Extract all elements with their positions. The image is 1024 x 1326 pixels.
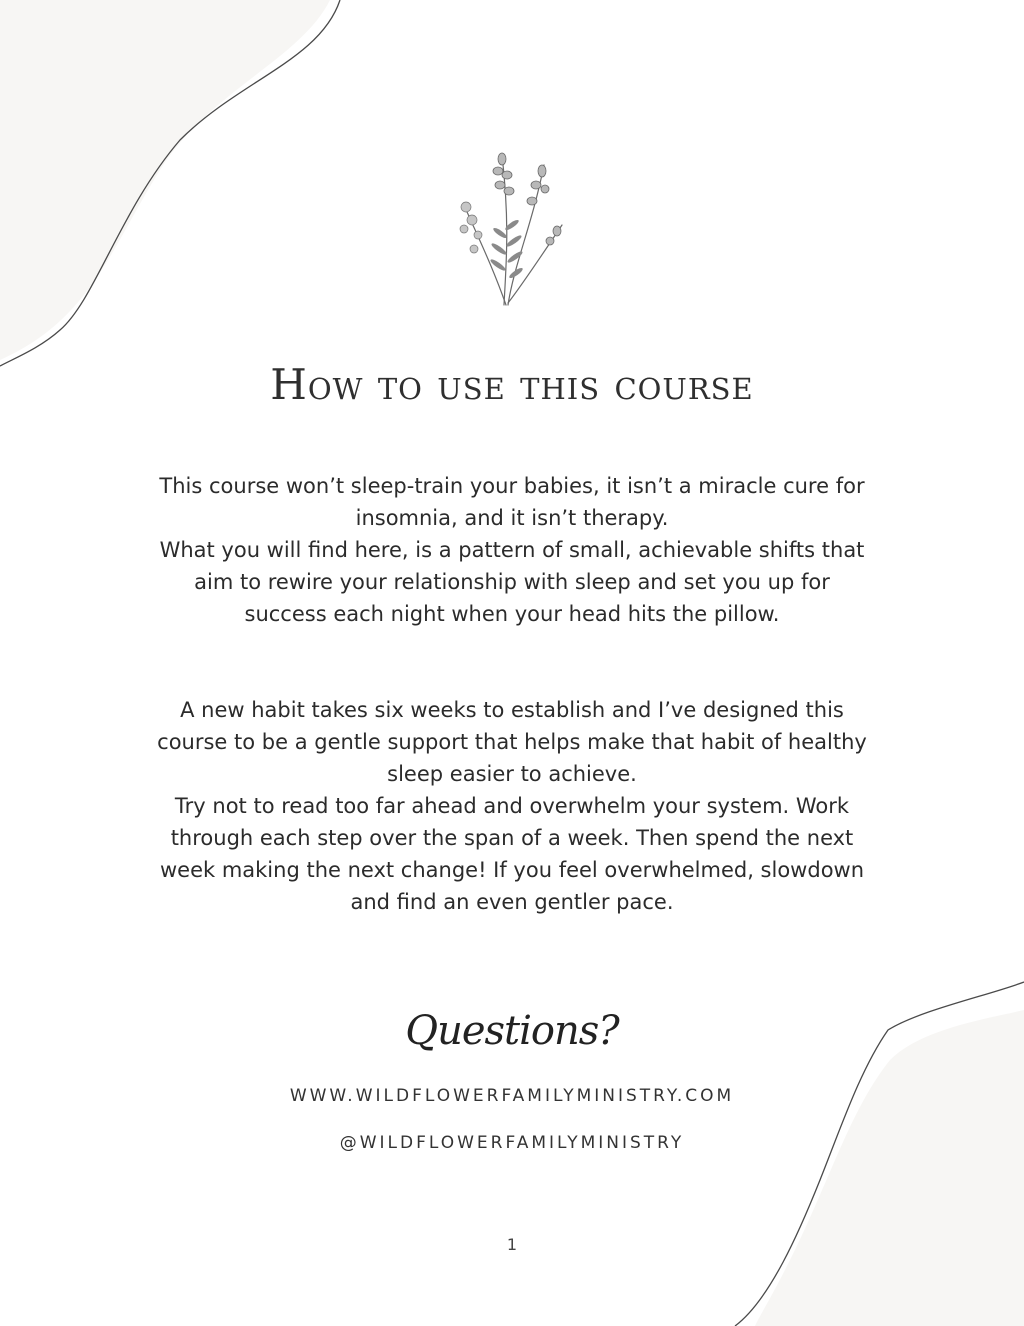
lavender-sprig-icon — [452, 145, 572, 310]
page-number: 1 — [506, 1235, 518, 1254]
habit-text: A new habit takes six weeks to establish and I’ve designed this course to be a gentle support that helps make that habit of healthy sleep easier to achieve. Try not to read too far ahead and overwhelm your system. Work through each step over the span of a week. Then spend the next week making the next change! If you feel overwhelmed, slowdown and find an even gentler pace. — [157, 698, 867, 914]
top-left-blob — [0, 0, 330, 360]
intro-paragraph — [150, 470, 874, 630]
bottom-right-blob — [755, 1010, 1024, 1326]
habit-paragraph — [150, 694, 874, 918]
website-link[interactable]: WWW.WILDFLOWERFAMILYMINISTRY.COM — [289, 1086, 735, 1106]
questions-heading: Questions? — [405, 1008, 619, 1054]
intro-text: This course won’t sleep-train your babies, it isn’t a miracle cure for insomnia, and it isn’t therapy. What you will find here, is a pattern of small, achievable shifts that aim to rewire your relationship with sleep and set you up for success each night when your head hits the pillow. — [159, 474, 865, 626]
top-left-curve — [0, 0, 340, 366]
page-title: How to use this course — [270, 360, 754, 409]
social-handle[interactable]: @WILDFLOWERFAMILYMINISTRY — [339, 1133, 685, 1153]
